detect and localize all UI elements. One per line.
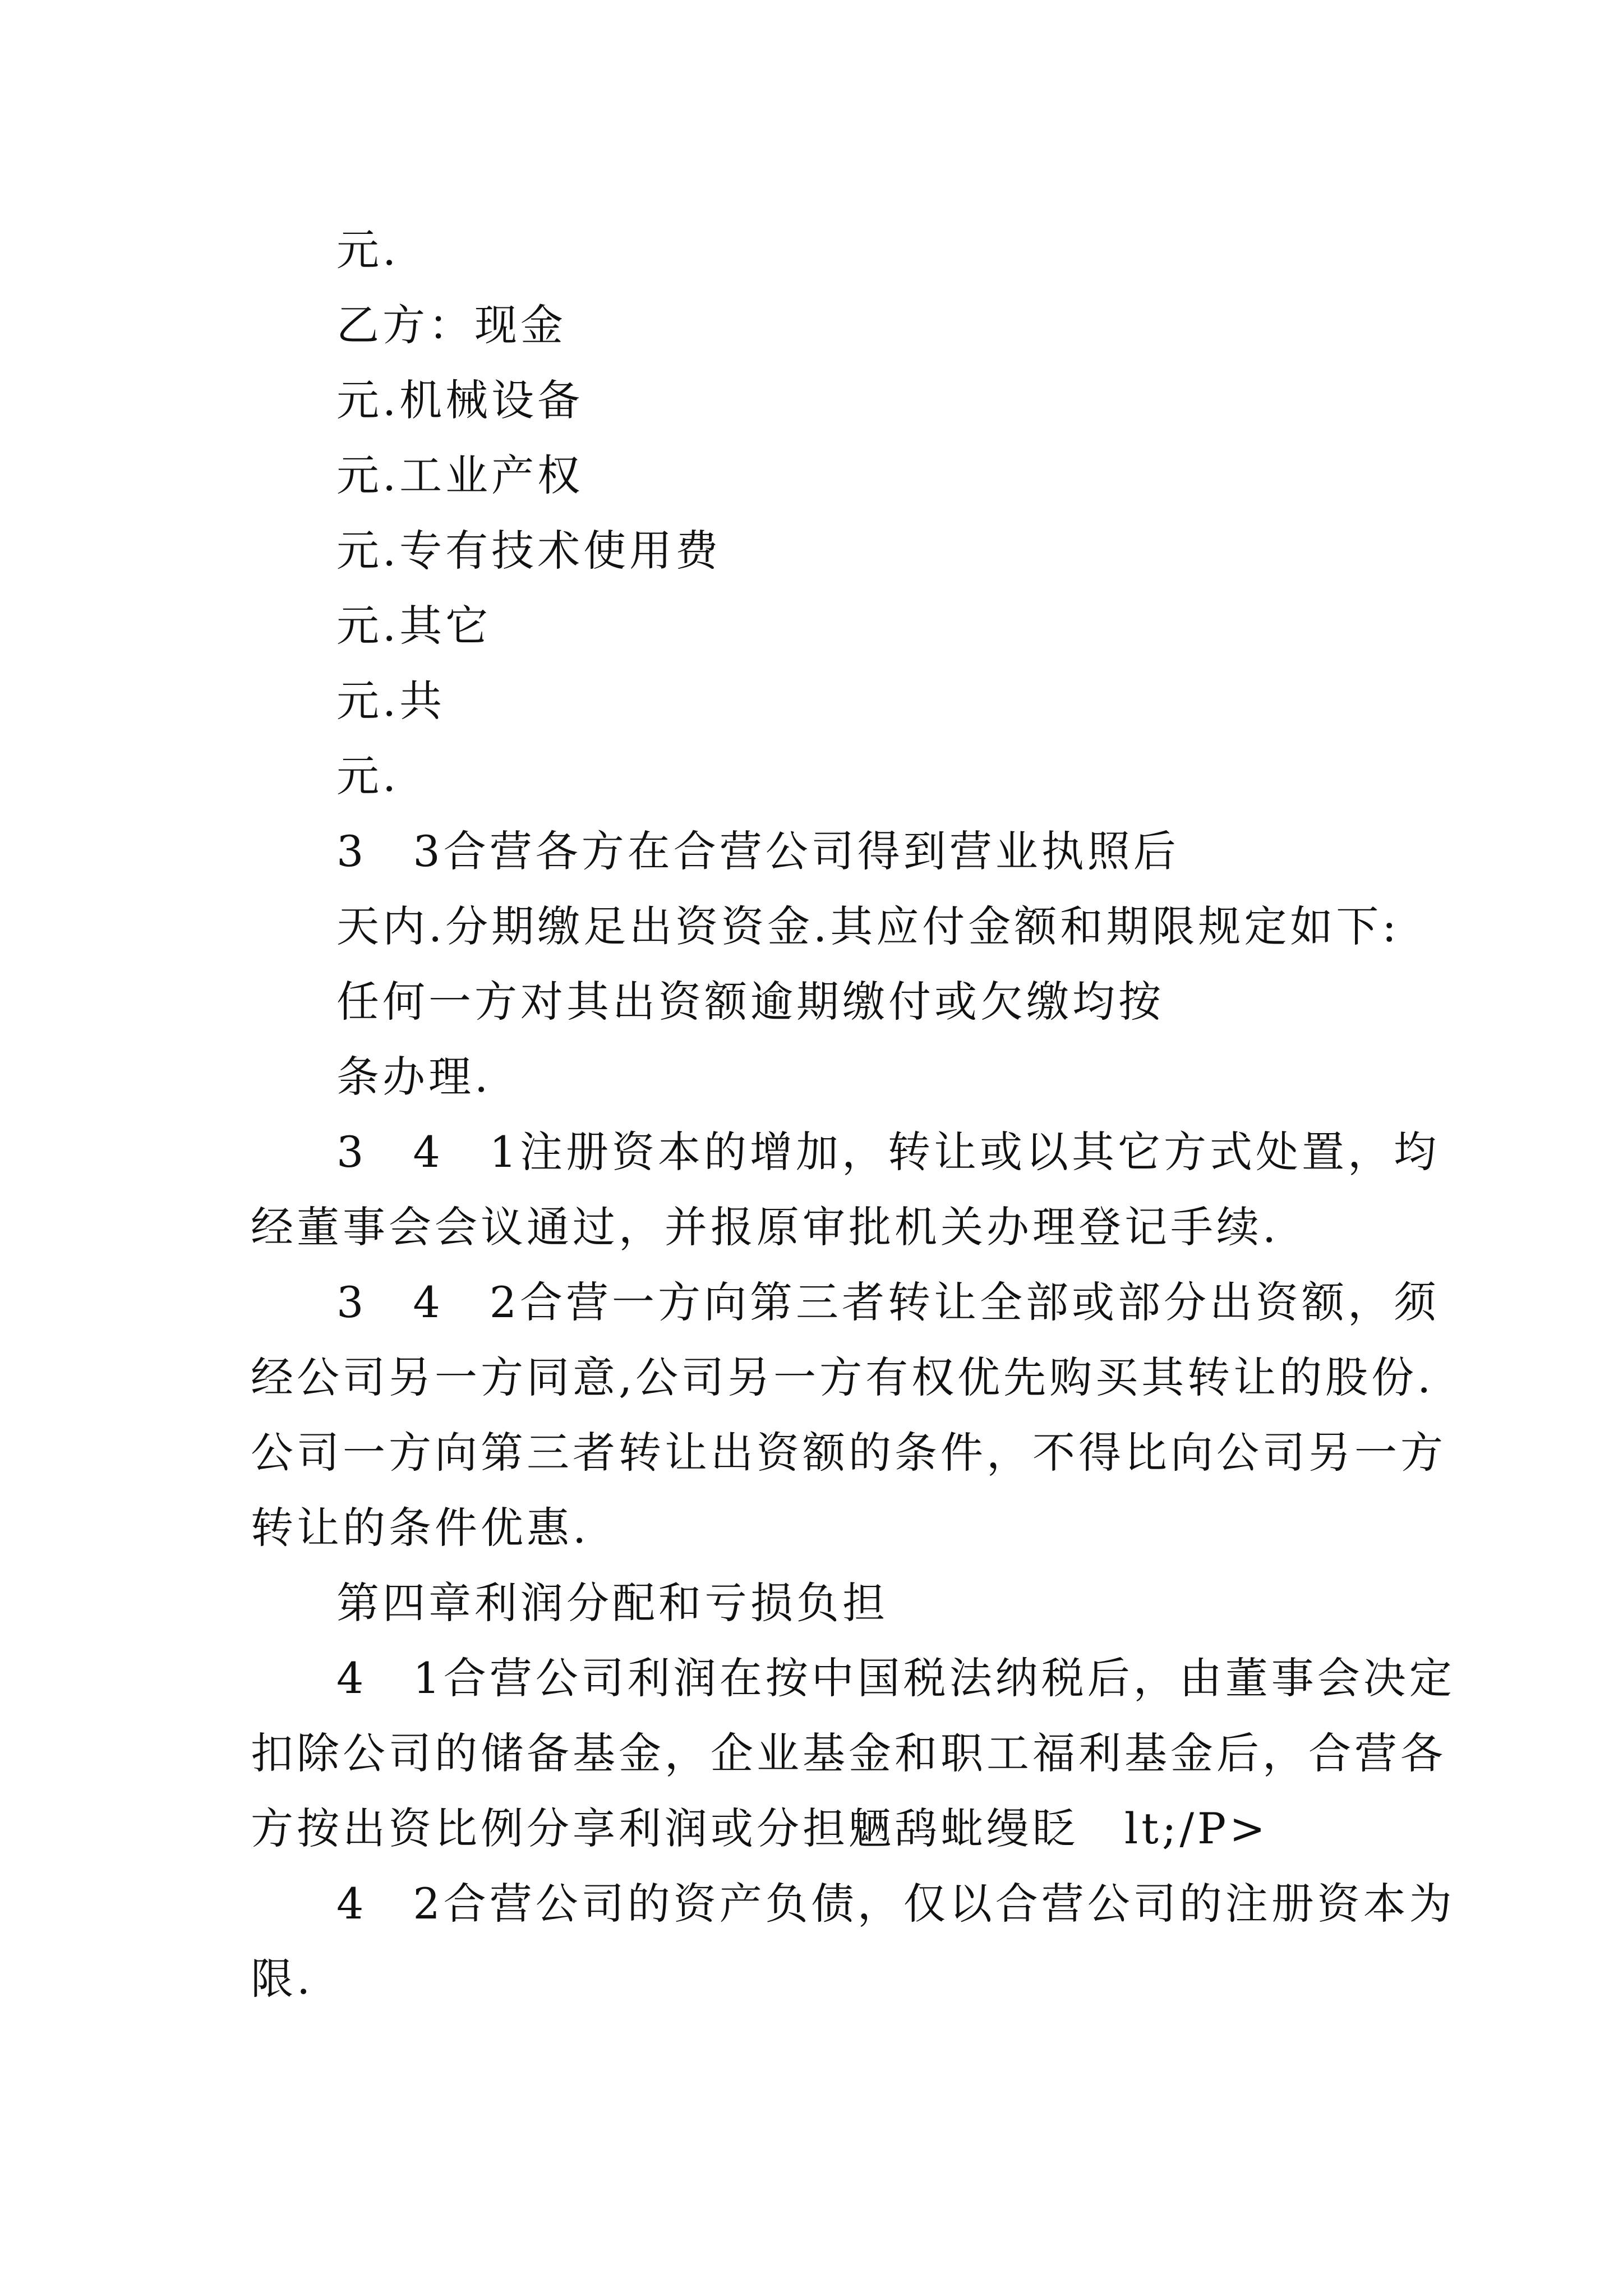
text-line: 公司一方向第三者转让出资额的条件，不得比向公司另一方 bbox=[251, 1428, 1446, 1478]
text-line: 元. bbox=[336, 751, 400, 801]
text-line: 3 4 2合营一方向第三者转让全部或部分出资额，须 bbox=[336, 1277, 1440, 1327]
text-line: 任何一方对其出资额逾期缴付或欠缴均按 bbox=[336, 977, 1164, 1027]
chapter-heading: 第四章利润分配和亏损负担 bbox=[336, 1578, 888, 1628]
text-line: 天内.分期缴足出资资金.其应付金额和期限规定如下: bbox=[336, 901, 1400, 951]
text-line: 经公司另一方同意,公司另一方有权优先购买其转让的股份. bbox=[251, 1352, 1435, 1402]
text-line: 方按出资比例分享利润或分担魉鸹蚍缦眨 lt;/P> bbox=[251, 1803, 1269, 1853]
text-line: 元. bbox=[336, 225, 400, 275]
text-line: 3 4 1注册资本的增加，转让或以其它方式处置，均 bbox=[336, 1127, 1440, 1177]
text-line: 元.专有技术使用费 bbox=[336, 526, 722, 576]
text-line: 扣除公司的储备基金，企业基金和职工福利基金后，合营各 bbox=[251, 1728, 1446, 1778]
text-line: 3 3合营各方在合营公司得到营业执照后 bbox=[336, 826, 1179, 876]
text-line: 乙方：现金 bbox=[336, 300, 566, 350]
text-line: 元.工业产权 bbox=[336, 450, 584, 500]
text-line: 条办理. bbox=[336, 1052, 492, 1102]
text-line: 4 1合营公司利润在按中国税法纳税后，由董事会决定 bbox=[336, 1653, 1455, 1703]
text-line: 限. bbox=[251, 1954, 314, 2004]
text-line: 元.共 bbox=[336, 676, 446, 726]
text-line: 4 2合营公司的资产负债，仅以合营公司的注册资本为 bbox=[336, 1879, 1455, 1929]
text-line: 转让的条件优惠. bbox=[251, 1503, 590, 1553]
text-line: 经董事会会议通过，并报原审批机关办理登记手续. bbox=[251, 1202, 1280, 1252]
text-line: 元.机械设备 bbox=[336, 375, 584, 425]
text-line: 元.其它 bbox=[336, 601, 492, 651]
